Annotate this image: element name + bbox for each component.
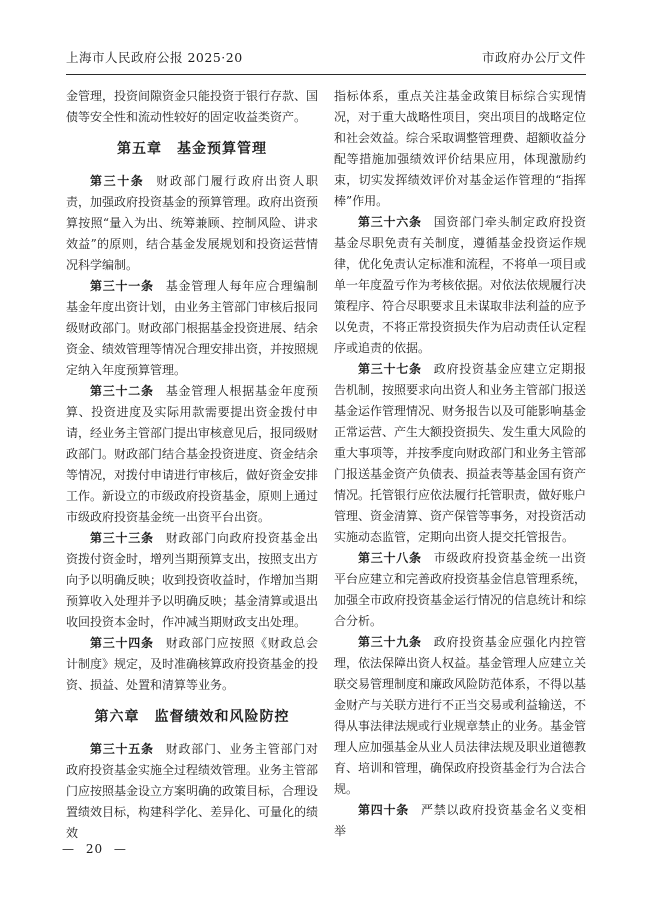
- article-38-number: 第三十八条: [358, 551, 422, 565]
- page-number: — 20 —: [62, 842, 127, 856]
- article-32-number: 第三十二条: [90, 384, 154, 398]
- article-37-text: 政府投资基金应建立定期报告机制，按照要求向出资人和业务主管部门报送基金运作管理情况、财务报告以及可能影响基金正常运营、产生大额投资损失、发生重大风险的重大事项等，并按季度向财政部门和业务主管部门报送基金资产负债表、损益表等基金国有资产情况。托管银行应依法履行托管职责，做好账户管理、资金清算、资产保管等事务，对投资活动实施动态监管，定期向出资人提交托管报告。: [334, 362, 587, 544]
- article-40: [334, 800, 586, 842]
- header-gazette-title: 上海市人民政府公报 2025·20: [66, 50, 243, 65]
- continued-paragraph: 金管理，投资间隙资金只能投资于银行存款、国债等安全性和流动性较好的固定收益类资产。: [66, 89, 319, 124]
- article-35: [66, 739, 318, 844]
- article-36-number: 第三十六条: [358, 215, 422, 229]
- article-35-number: 第三十五条: [90, 742, 154, 756]
- article-33-number: 第三十三条: [90, 531, 154, 545]
- article-33: [66, 528, 318, 633]
- header-section-title: 市政府办公厅文件: [481, 50, 586, 65]
- article-34-number: 第三十四条: [90, 636, 154, 650]
- article-36: [334, 212, 586, 359]
- article-30-text: 财政部门履行政府出资人职责，加强政府投资基金的预算管理。政府出资预算按照“量入为出、统筹兼顾、控制风险、讲求效益”的原则，结合基金发展规划和投资运营情况科学编制。: [66, 174, 319, 272]
- article-34-text: 财政部门应按照《财政总会计制度》规定，及时准确核算政府投资基金的投资、损益、处置和清算等业务。: [66, 636, 319, 692]
- article-30-number: 第三十条: [90, 174, 145, 188]
- article-31-text: 基金管理人每年应合理编制基金年度出资计划，由业务主管部门审核后报同级财政部门。财政部门根据基金投资进展、结余资金、绩效管理等情况合理安排出资，并按照规定纳入年度预算管理。: [66, 279, 319, 377]
- article-39: [334, 632, 586, 800]
- article-33-text: 财政部门向政府投资基金出资拨付资金时，增列当期预算支出，按照支出方向予以明确反映；收到投资收益时，作增加当期预算收入处理并予以明确反映；基金清算或退出收回投资本金时，作冲减当期财政支出处理。: [66, 531, 319, 629]
- article-37: [334, 359, 586, 548]
- left-column: [66, 86, 318, 844]
- article-32: [66, 381, 318, 528]
- page-header: [66, 50, 586, 65]
- chapter-5-heading: 第五章 基金预算管理: [117, 141, 267, 157]
- article-34: [66, 633, 318, 696]
- text-columns: [66, 86, 586, 844]
- article-35-text: 财政部门、业务主管部门对政府投资基金实施全过程绩效管理。业务主管部门应按照基金设立方案明确的政策目标，合理设置绩效目标，构建科学化、差异化、可量化的绩效: [66, 742, 319, 840]
- chapter-6-heading: 第六章 监督绩效和风险防控: [94, 709, 290, 725]
- article-31: [66, 276, 318, 381]
- article-39-text: 政府投资基金应强化内控管理，依法保障出资人权益。基金管理人应建立关联交易管理制度和廉政风险防范体系，不得以基金财产与关联方进行不正当交易或利益输送，不得从事法律法规或行业规章禁止的业务。基金管理人应加强基金从业人员法律法规及职业道德教育、培训和管理，确保政府投资基金行为合法合规。: [334, 635, 587, 796]
- article-31-number: 第三十一条: [90, 279, 154, 293]
- article-37-number: 第三十七条: [358, 362, 422, 376]
- article-38: [334, 548, 586, 632]
- continued-paragraph: 指标体系，重点关注基金政策目标综合实现情况，对于重大战略性项目，突出项目的战略定位和社会效益。综合采取调整管理费、超额收益分配等措施加强绩效评价结果应用，体现激励约束，切实发挥绩效评价对基金运作管理的“指挥棒”作用。: [334, 89, 587, 208]
- article-32-text: 基金管理人根据基金年度预算、投资进度及实际用款需要提出资金拨付申请，经业务主管部门提出审核意见后，报同级财政部门。财政部门结合基金投资进度、资金结余等情况，对拨付申请进行审核后，做好资金安排工作。新设立的市级政府投资基金，原则上通过市级政府投资基金统一出资平台出资。: [66, 384, 319, 524]
- article-39-number: 第三十九条: [358, 635, 422, 649]
- article-40-text: 严禁以政府投资基金名义变相举: [334, 803, 586, 838]
- article-38-text: 市级政府投资基金统一出资平台应建立和完善政府投资基金信息管理系统，加强全市政府投资基金运行情况的信息统计和综合分析。: [334, 551, 587, 628]
- article-40-number: 第四十条: [358, 803, 409, 817]
- right-column: [334, 86, 586, 844]
- article-30: [66, 171, 318, 276]
- article-36-text: 国资部门牵头制定政府投资基金尽职免责有关制度，遵循基金投资运作规律，优化免责认定标准和流程，不将单一项目或单一年度盈亏作为考核依据。对依法依规履行决策程序、符合尽职要求且未谋取非法利益的应予以免责，不将正常投资损失作为启动责任认定程序或追责的依据。: [334, 215, 587, 355]
- header-divider: [66, 74, 586, 75]
